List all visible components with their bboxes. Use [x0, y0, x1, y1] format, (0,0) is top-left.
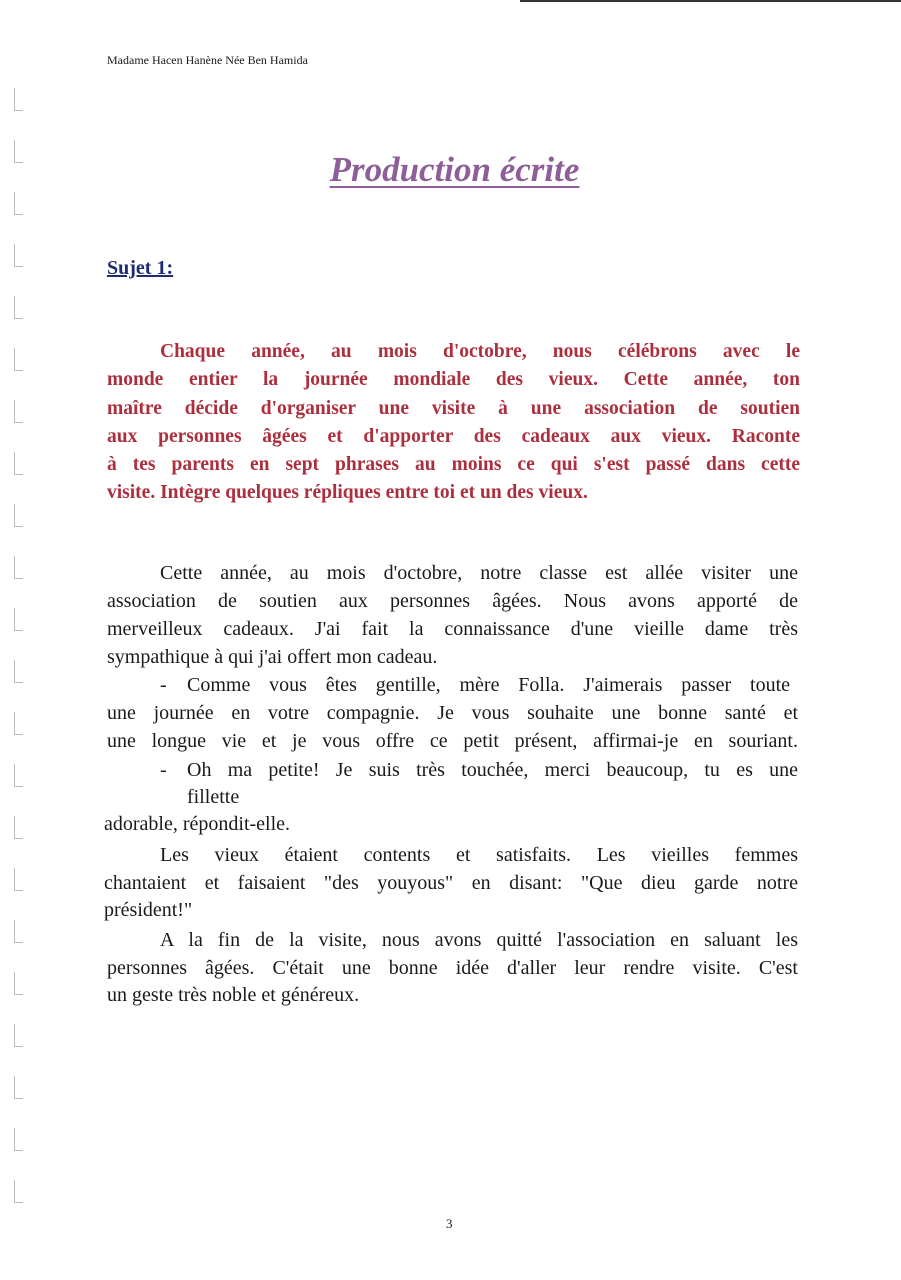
- scan-edge: [520, 0, 901, 2]
- essay-line: adorable, répondit-elle.: [104, 813, 291, 835]
- prompt-line: monde entier la journée mondiale des vieux. Cette année, ton: [107, 369, 800, 390]
- essay-line: fillette: [187, 786, 240, 808]
- essay-line: Oh ma petite! Je suis très touchée, merci beaucoup, tu es une: [187, 759, 798, 781]
- essay-line: A la fin de la visite, nous avons quitté l'association en saluant les: [160, 929, 798, 951]
- prompt-line: aux personnes âgées et d'apporter des cadeaux aux vieux. Raconte: [107, 426, 800, 447]
- essay-line: Les vieux étaient contents et satisfaits. Les vieilles femmes: [160, 844, 798, 866]
- page-number: 3: [446, 1216, 453, 1231]
- page-title: Production écrite: [329, 150, 580, 189]
- dialogue-dash: -: [160, 674, 167, 696]
- essay-line: une journée en votre compagnie. Je vous souhaite une bonne santé et: [107, 702, 798, 724]
- binder-holes: [0, 0, 30, 1280]
- essay-line: Cette année, au mois d'octobre, notre classe est allée visiter une: [160, 562, 798, 584]
- essay-line: une longue vie et je vous offre ce petit présent, affirmai-je en souriant.: [107, 730, 798, 752]
- essay-line: merveilleux cadeaux. J'ai fait la connaissance d'une vieille dame très: [107, 618, 798, 640]
- subject-label: Sujet 1:: [107, 257, 174, 279]
- dialogue-dash: -: [160, 759, 167, 781]
- essay-line: sympathique à qui j'ai offert mon cadeau.: [107, 646, 438, 668]
- essay-line: un geste très noble et généreux.: [107, 984, 360, 1006]
- prompt-line: Chaque année, au mois d'octobre, nous célébrons avec le: [160, 341, 800, 362]
- essay-line: Comme vous êtes gentille, mère Folla. J'aimerais passer toute: [187, 674, 790, 696]
- essay-line: association de soutien aux personnes âgées. Nous avons apporté de: [107, 590, 798, 612]
- author-header: Madame Hacen Hanène Née Ben Hamida: [107, 53, 308, 67]
- prompt-line: maître décide d'organiser une visite à une association de soutien: [107, 398, 800, 419]
- essay-line: président!": [104, 899, 193, 921]
- prompt-line: à tes parents en sept phrases au moins ce qui s'est passé dans cette: [107, 454, 800, 475]
- prompt-line: visite. Intègre quelques répliques entre toi et un des vieux.: [107, 482, 588, 503]
- essay-line: personnes âgées. C'était une bonne idée d'aller leur rendre visite. C'est: [107, 957, 798, 979]
- essay-line: chantaient et faisaient "des youyous" en disant: "Que dieu garde notre: [104, 872, 798, 894]
